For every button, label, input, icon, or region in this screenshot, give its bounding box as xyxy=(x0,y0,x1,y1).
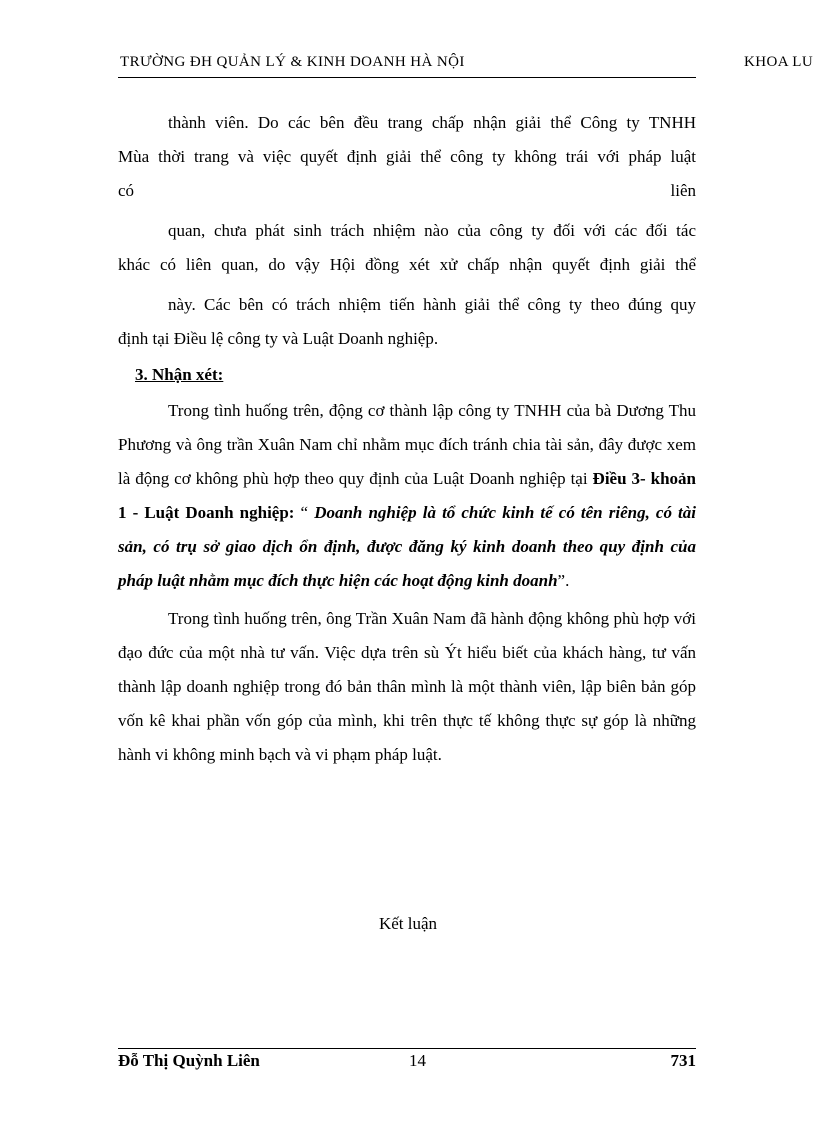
paragraph-line: Mùa thời trang và việc quyết định giải thể công ty không trái với pháp luật xyxy=(118,147,696,166)
page-header xyxy=(0,50,816,80)
document-body xyxy=(118,106,696,772)
close-quote: ”. xyxy=(557,571,570,590)
remark-paragraph xyxy=(118,394,696,598)
header-school-name: TRƯỜNG ĐH QUẢN LÝ & KINH DOANH HÀ NỘI xyxy=(120,54,465,70)
paragraph-line: định tại Điều lệ công ty và Luật Doanh nghiệp. xyxy=(118,329,439,348)
split-word-left: có xyxy=(118,181,135,200)
footer-code: 731 xyxy=(670,1051,696,1070)
remark-text: Trong tình huống trên, động cơ thành lập công ty TNHH của bà Dương Thu Phương và ông trần Xuân Nam chỉ nhằm mục đích tránh chia tài sản, đây được xem là động cơ không phù hợp theo quy định của Luật Doanh nghiệp tại xyxy=(118,401,696,488)
law-quote: Doanh nghiệp là tổ chức kinh tế có tên riêng, có tài sản, có trụ sở giao dịch ổn định, được đăng ký kinh doanh theo quy định của pháp luật nhằm mục đích thực hiện các hoạt động kinh doanh xyxy=(118,503,696,590)
footer-author: Đỗ Thị Quỳnh Liên xyxy=(118,1051,260,1070)
remark-paragraph: Trong tình huống trên, ông Trần Xuân Nam đã hành động không phù hợp với đạo đức của một nhà tư vấn. Việc dựa trên sù Ýt hiểu biết của khách hàng, tư vấn thành lập doanh nghiệp trong đó bản thân mình là một thành viên, lập biên bản góp vốn kê khai phần vốn góp của mình, khi trên thực tế không thực sự góp là những hành vi không minh bạch và vi phạm pháp luật. xyxy=(118,609,696,764)
paragraph-line xyxy=(118,174,696,208)
split-word-right: liên xyxy=(670,181,696,200)
paragraph-line: khác có liên quan, do vậy Hội đồng xét xử chấp nhận quyết định giải thể xyxy=(118,255,696,274)
header-divider xyxy=(118,77,696,78)
conclusion-heading: Kết luận xyxy=(378,914,438,933)
open-quote: “ xyxy=(294,503,315,522)
paragraph-line: thành viên. Do các bên đều trang chấp nhận giải thể Công ty TNHH xyxy=(168,113,696,132)
section-heading: 3. Nhận xét: xyxy=(135,365,224,384)
footer-divider xyxy=(118,1048,696,1049)
paragraph-line: này. Các bên có trách nhiệm tiến hành giải thể công ty theo đúng quy xyxy=(168,295,696,314)
header-faculty-name: KHOA LU xyxy=(744,54,814,70)
law-reference: Điều 3- khoản 1 - Luật Doanh nghiệp: xyxy=(118,469,696,522)
page-number: 14 xyxy=(409,1051,426,1070)
paragraph-line: quan, chưa phát sinh trách nhiệm nào của công ty đối với các đối tác xyxy=(168,221,696,240)
